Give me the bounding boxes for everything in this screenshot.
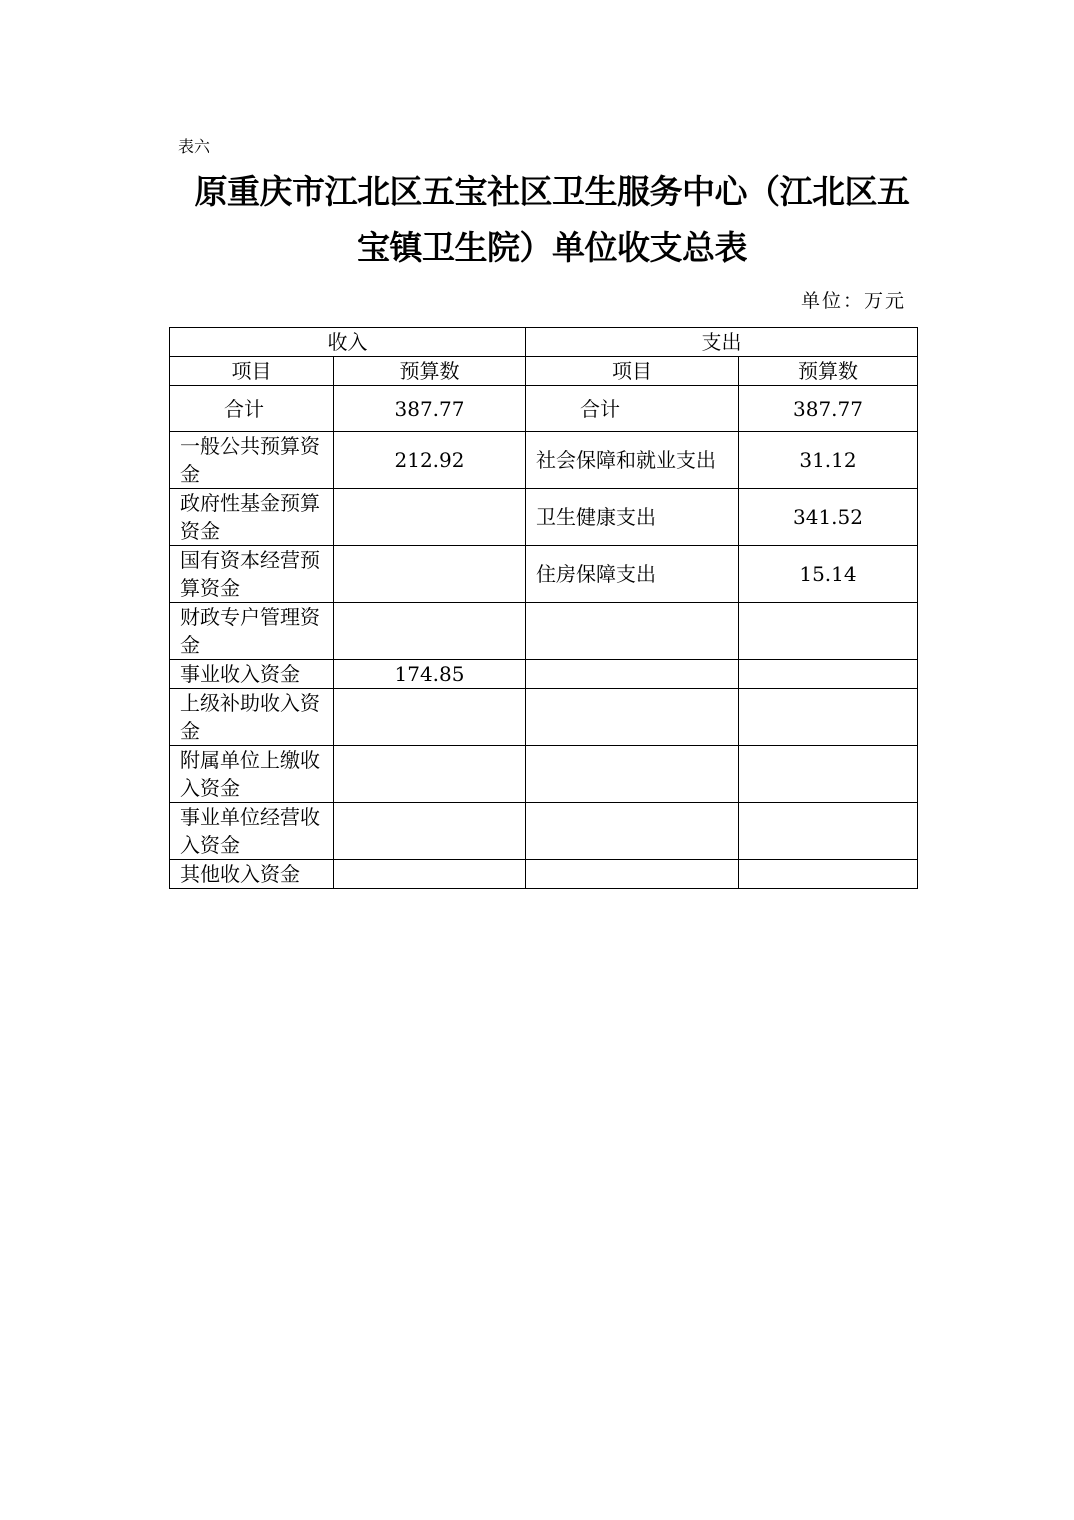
expense-total-label: 合计 (526, 386, 739, 432)
expense-item (526, 603, 739, 660)
unit-label: 单位：万元 (800, 290, 906, 312)
table-row (170, 489, 918, 546)
income-item: 国有资本经营预算资金 (170, 546, 334, 603)
column-header-row (170, 357, 918, 386)
total-row (170, 386, 918, 432)
expense-item: 社会保障和就业支出 (526, 432, 739, 489)
expense-item (526, 689, 739, 746)
expense-item (526, 660, 739, 689)
expense-value (739, 746, 918, 803)
income-item: 附属单位上缴收入资金 (170, 746, 334, 803)
income-value: 174.85 (334, 660, 526, 689)
page-title-line-2: 宝镇卫生院）单位收支总表 (357, 228, 747, 267)
income-value (334, 746, 526, 803)
income-item: 其他收入资金 (170, 860, 334, 889)
table-row (170, 746, 918, 803)
expense-value (739, 689, 918, 746)
income-item: 财政专户管理资金 (170, 603, 334, 660)
income-item: 上级补助收入资金 (170, 689, 334, 746)
expense-value (739, 660, 918, 689)
table-label: 表六 (178, 137, 211, 156)
income-value (334, 603, 526, 660)
income-total-label: 合计 (170, 386, 334, 432)
page-title-line-1: 原重庆市江北区五宝社区卫生服务中心（江北区五 (194, 172, 910, 211)
budget-summary-table (169, 327, 918, 889)
income-value (334, 689, 526, 746)
group-header-row (170, 328, 918, 357)
expense-group-header: 支出 (526, 328, 918, 357)
income-value (334, 546, 526, 603)
income-value: 212.92 (334, 432, 526, 489)
table-row (170, 603, 918, 660)
income-item: 事业单位经营收入资金 (170, 803, 334, 860)
income-item: 一般公共预算资金 (170, 432, 334, 489)
expense-item: 卫生健康支出 (526, 489, 739, 546)
income-budget-header: 预算数 (334, 357, 526, 386)
income-value (334, 860, 526, 889)
expense-item: 住房保障支出 (526, 546, 739, 603)
expense-item (526, 860, 739, 889)
income-total-value: 387.77 (334, 386, 526, 432)
table-row (170, 660, 918, 689)
expense-value (739, 603, 918, 660)
expense-item (526, 803, 739, 860)
table-row (170, 546, 918, 603)
income-group-header: 收入 (170, 328, 526, 357)
expense-value (739, 803, 918, 860)
income-item: 事业收入资金 (170, 660, 334, 689)
income-item: 政府性基金预算资金 (170, 489, 334, 546)
table-row (170, 860, 918, 889)
table-row (170, 689, 918, 746)
expense-item (526, 746, 739, 803)
table-row (170, 432, 918, 489)
expense-value: 15.14 (739, 546, 918, 603)
expense-item-header: 项目 (526, 357, 739, 386)
expense-budget-header: 预算数 (739, 357, 918, 386)
expense-value: 31.12 (739, 432, 918, 489)
income-value (334, 803, 526, 860)
income-value (334, 489, 526, 546)
expense-total-value: 387.77 (739, 386, 918, 432)
expense-value: 341.52 (739, 489, 918, 546)
income-item-header: 项目 (170, 357, 334, 386)
table-row (170, 803, 918, 860)
expense-value (739, 860, 918, 889)
